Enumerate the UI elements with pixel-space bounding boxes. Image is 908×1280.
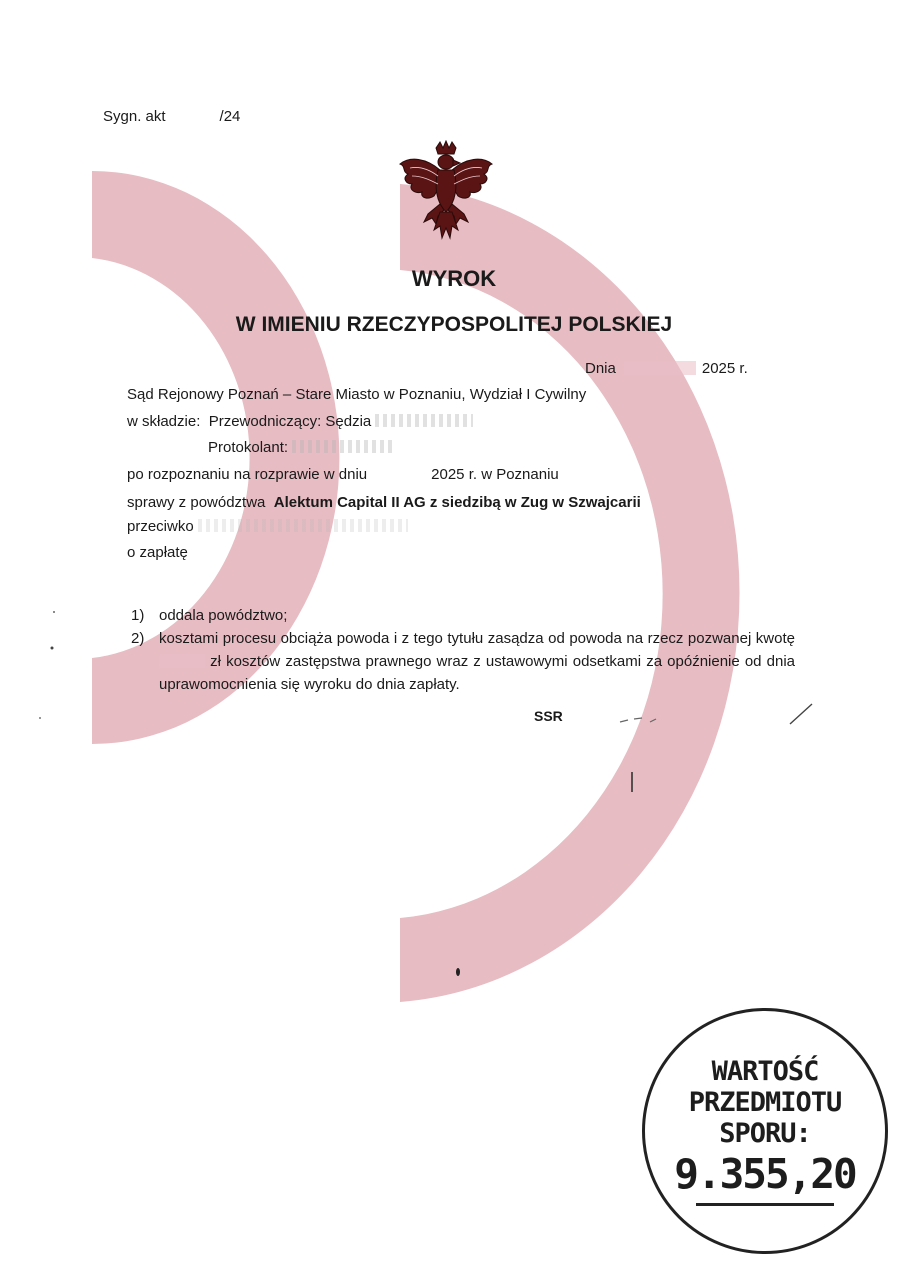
against-label: przeciwko <box>127 518 194 535</box>
badge-line-2: PRZEDMIOTU <box>688 1087 842 1118</box>
presiding-judge-label: Przewodniczący: Sędzia <box>208 413 372 430</box>
document-title: WYROK <box>411 266 497 291</box>
court-name: Sąd Rejonowy Poznań – Stare Miasto w Poznaniu, Wydział I Cywilny <box>127 386 587 403</box>
claim-value-badge <box>642 1008 888 1254</box>
judge-signature-label: SSR <box>534 708 563 724</box>
claim-prefix: sprawy z powództwa <box>127 494 266 511</box>
hearing-suffix: 2025 r. w Poznaniu <box>431 466 559 483</box>
badge-value: 9.355,20 <box>674 1150 856 1198</box>
clerk-label: Protokolant: <box>208 439 289 456</box>
document-subtitle: W IMIENIU RZECZYPOSPOLITEJ POLSKIEJ <box>235 313 673 336</box>
plaintiff-name: Alektum Capital II AG z siedzibą w Zug w Szwajcarii <box>273 494 641 511</box>
signature-suffix: /24 <box>219 108 241 125</box>
hearing-prefix: po rozpoznaniu na rozprawie w dniu <box>127 466 368 483</box>
badge-line-1: WARTOŚĆ <box>711 1056 819 1087</box>
subject-row: o zapłatę <box>127 544 188 561</box>
signature-prefix: Sygn. akt <box>103 108 166 125</box>
composition-label: w składzie: <box>127 413 201 430</box>
ruling-text-part-b: zł kosztów zastępstwa prawnego wraz z ustawowymi odsetkami za opóźnienie od dnia uprawomocnienia się wyroku do dnia zapłaty. <box>159 653 795 693</box>
ruling-text: oddala powództwo; <box>159 607 288 624</box>
ruling-number: 2) <box>131 630 145 647</box>
date-year: 2025 r. <box>701 360 748 377</box>
badge-underline <box>696 1203 834 1206</box>
badge-line-3: SPORU: <box>719 1118 811 1149</box>
ruling-number: 1) <box>131 607 145 624</box>
date-label: Dnia <box>585 360 616 377</box>
ruling-text-part-a: kosztami procesu obciąża powoda i z tego tytułu zasądza od powoda na rzecz pozwanej kwotę <box>159 630 795 647</box>
